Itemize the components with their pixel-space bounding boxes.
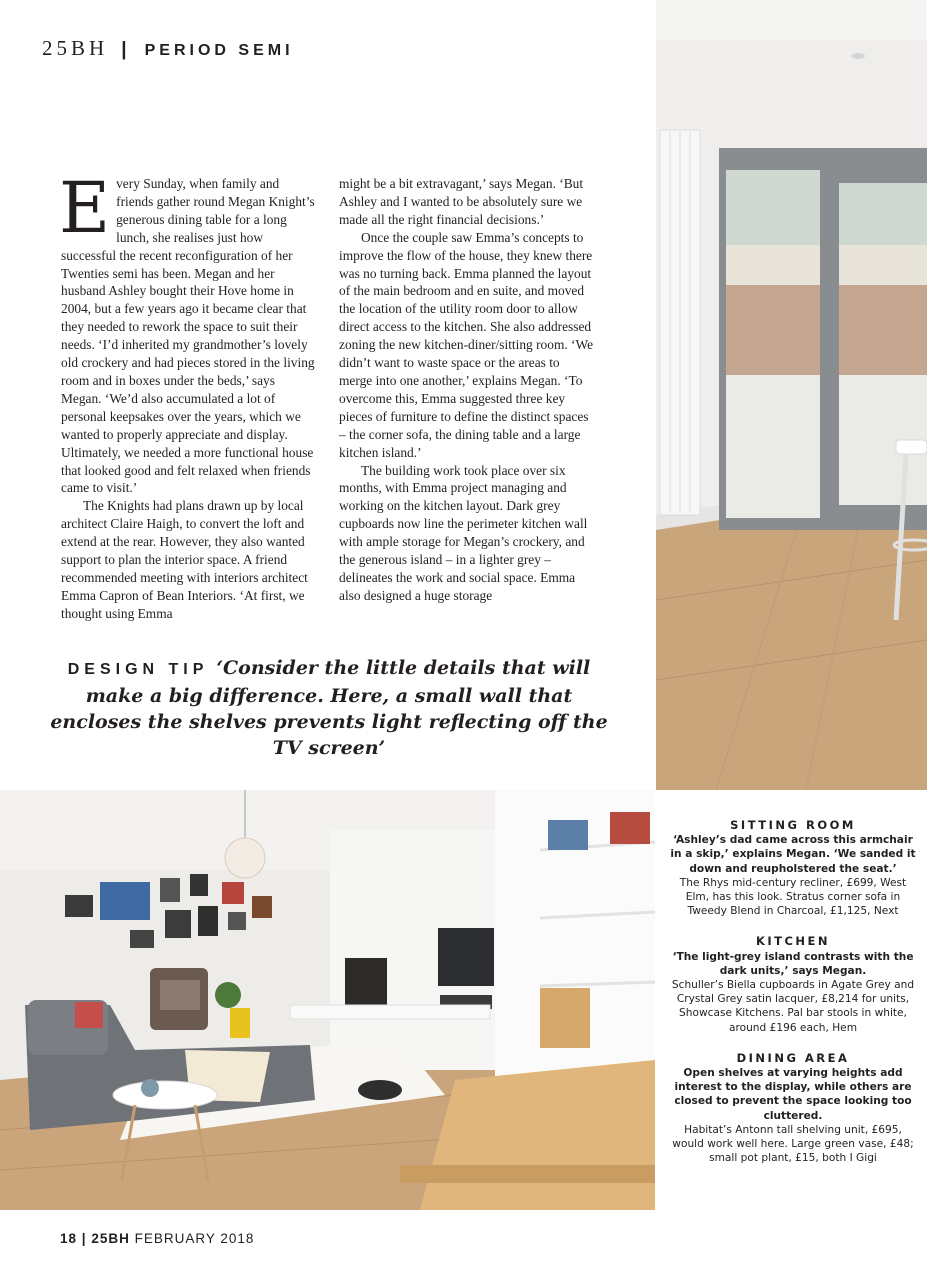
- section-title: PERIOD SEMI: [144, 42, 294, 59]
- footer-brand: 25BH: [91, 1231, 130, 1246]
- photo-sitting-room: [0, 790, 655, 1210]
- caption-text: The Rhys mid-century recliner, £699, West Elm, has this look. Stratus corner sofa in Tweedy Blend in Charcoal, £1,125, Next: [679, 876, 907, 918]
- header-separator: |: [121, 39, 130, 60]
- caption-title: SITTING ROOM: [730, 818, 856, 832]
- caption-kitchen: [668, 934, 918, 1034]
- caption-title: KITCHEN: [755, 934, 831, 949]
- caption-text: Schuller’s Biella cupboards in Agate Grey and Crystal Grey satin lacquer, £8,214 for units, Showcase Kitchens. Pal bar stools in white, around £196 each, Hem: [671, 979, 915, 1034]
- article-paragraph: The building work took place over six months, with Emma project managing and working on the kitchen layout. Dark grey cupboards now line the perimeter kitchen wall with ample storage for Megan’s crockery, and the generous island – in a lighter grey – delineates the work and social space. Emma also designed a huge storage: [339, 462, 588, 603]
- design-tip-label: DESIGN TIP: [67, 661, 209, 678]
- page-footer: [60, 1231, 254, 1246]
- design-tip: [40, 655, 618, 761]
- issue-date: FEBRUARY 2018: [134, 1231, 255, 1246]
- caption-sitting-room: [668, 818, 918, 918]
- patio-doors-illustration: [656, 0, 927, 790]
- article-column-1: [59, 167, 317, 623]
- sitting-room-illustration: [0, 790, 655, 1210]
- running-header: [42, 36, 294, 61]
- magazine-brand: 25BH: [42, 36, 109, 60]
- photo-captions: [668, 818, 918, 1181]
- caption-quote: ‘Ashley’s dad came across this armchair in a skip,’ explains Megan. ‘We sanded it down and reupholstered the seat.’: [670, 834, 916, 875]
- article-paragraph: might be a bit extravagant,’ says Megan. ‘But Ashley and I wanted to be absolutely sure we made all the right financial decisions.’: [339, 176, 584, 227]
- article-paragraph: The Knights had plans drawn up by local architect Claire Haigh, to convert the loft and extend at the rear. However, they also wanted support to plan the interior space. A friend recommended meeting with interiors architect Emma Capron of Bean Interiors. ‘At first, we thought using Emma: [61, 498, 308, 621]
- article-column-2: [339, 175, 595, 605]
- caption-quote: Open shelves at varying heights add interest to the display, while others are closed to prevent the space looking too cluttered.: [674, 1067, 912, 1122]
- article-paragraph: Every Sunday, when family and friends gather round Megan Knight’s generous dining table for a long lunch, she realises just how successful the recent reconfiguration of her Twenties semi has been. Megan and her husband Ashley bought their Hove home in 2004, but a few years ago it became clear that they needed to rework the space to suit their needs. ‘I’d inherited my grandmother’s lovely old crockery and had pieces stored in the living room and in boxes under the beds,’ says Megan. ‘We’d also accumulated a lot of personal keepsakes over the years, which we wanted to properly appreciate and display. Ultimately, we needed a more functional house that looked good and felt relaxed when friends came to visit.’: [59, 167, 315, 496]
- page-number: 18: [60, 1231, 78, 1246]
- photo-patio-doors: [656, 0, 927, 790]
- caption-title: DINING AREA: [736, 1050, 850, 1065]
- footer-separator: |: [81, 1231, 87, 1246]
- article-paragraph: Once the couple saw Emma’s concepts to improve the flow of the house, they knew there was no turning back. Emma planned the layout of the main bedroom and en suite, and moved the location of the utility room door to allow direct access to the kitchen. She also addressed zoning the new kitchen-diner/sitting room. ‘We didn’t want to waste space or the areas to merge into one another,’ explains Megan. ‘To overcome this, Emma suggested three key pieces of furniture to define the distinct spaces – the corner sofa, the dining table and a large kitchen island.’: [339, 229, 594, 460]
- caption-dining-area: [668, 1051, 918, 1166]
- caption-text: Habitat’s Antonn tall shelving unit, £695, would work well here. Large green vase, £48; small pot plant, £15, both I Gigi: [672, 1123, 914, 1165]
- caption-quote: ‘The light-grey island contrasts with the dark units,’ says Megan.: [672, 950, 914, 977]
- drop-cap: E: [59, 167, 111, 249]
- design-tip-quote: ‘Consider the little details that will make a big difference. Here, a small wall that encloses the shelves prevents light reflecting off the TV screen’: [50, 657, 608, 759]
